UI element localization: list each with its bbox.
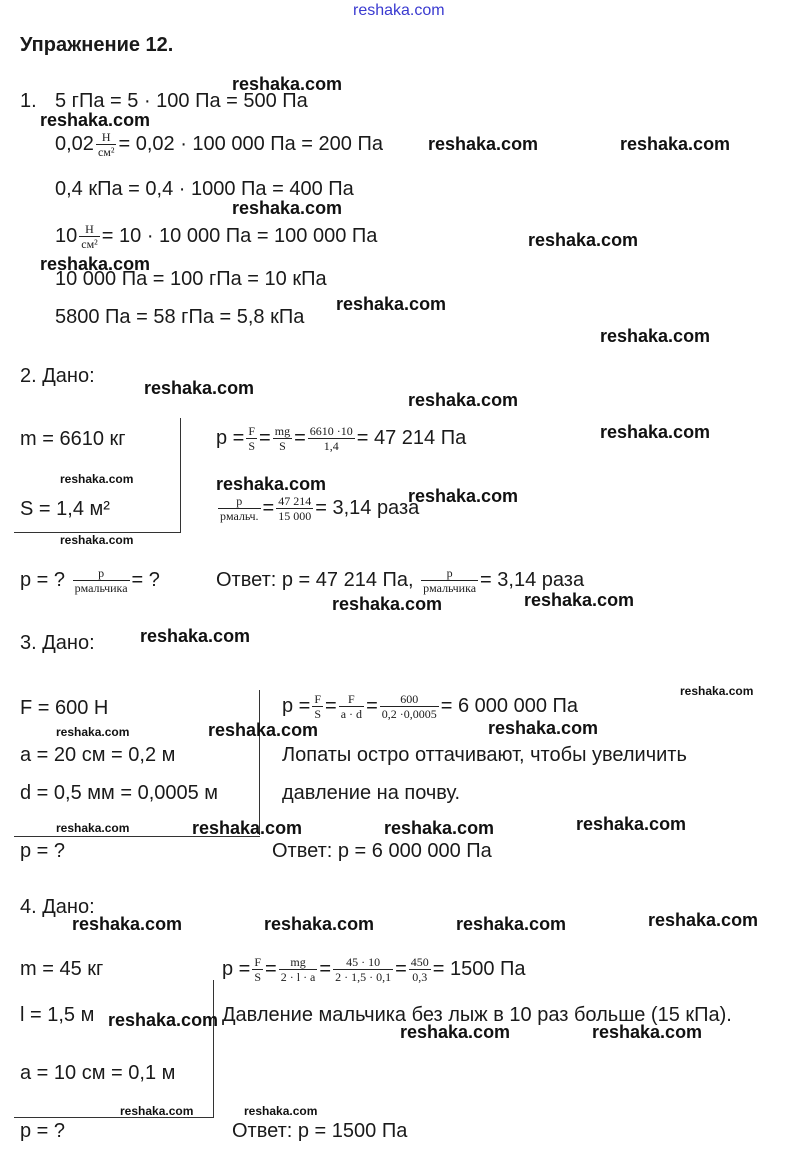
ex1-line5: 10 000 Па = 100 гПа = 10 кПа [55, 268, 327, 290]
ex4-question: p = ? [20, 1120, 66, 1142]
ex2-question: p = ? $\frac{p}{\text{pмальчика}}$ = ? [20, 566, 160, 595]
watermark: reshaka.com [56, 725, 130, 739]
ex1-line6: 5800 Па = 58 гПа = 5,8 кПа [55, 306, 305, 328]
ex4-heading: 4. Дано: [20, 896, 95, 918]
ex3-given-d: d = 0,5 мм = 0,0005 м [20, 782, 219, 804]
watermark: reshaka.com [60, 533, 134, 547]
watermark: reshaka.com [232, 74, 343, 94]
ex3-formula-pressure: p = $\frac{F}{S}$ = $\frac{F}{a \cdot d}$ = $\frac{600}{0,2 \cdot 0,0005}$ = 6 000 000 Па [282, 692, 579, 721]
watermark: reshaka.com [140, 626, 251, 646]
watermark: reshaka.com [620, 134, 731, 154]
watermark: reshaka.com [192, 818, 303, 838]
watermark: reshaka.com [600, 326, 711, 346]
watermark: reshaka.com [108, 1010, 219, 1030]
ex2-heading: 2. Дано: [20, 365, 95, 387]
ex2-formula-pressure: p = $\frac{F}{S}$ = $\frac{mg}{S}$ = $\frac{6610 \cdot 10}{1,4}$ = 47 214 Па [216, 424, 467, 453]
ex3-explanation-line1: Лопаты остро оттачивают, чтобы увеличить [282, 744, 687, 766]
watermark: reshaka.com [384, 818, 495, 838]
watermark: reshaka.com [232, 198, 343, 218]
watermark: reshaka.com [144, 378, 255, 398]
ex3-given-divider [259, 690, 260, 835]
watermark: reshaka.com [592, 1022, 703, 1042]
ex1-line2: 0,02 $\frac{Н}{\text{см²}}$ = 0,02 · 100 000 Па = 200 Па [55, 130, 383, 159]
watermark: reshaka.com [72, 914, 183, 934]
watermark: reshaka.com [264, 914, 375, 934]
watermark: reshaka.com [216, 474, 327, 494]
ex3-heading: 3. Дано: [20, 632, 95, 654]
ex4-given-mass: m = 45 кг [20, 958, 104, 980]
watermark: reshaka.com [244, 1104, 318, 1118]
watermark: reshaka.com [400, 1022, 511, 1042]
watermark: reshaka.com [528, 230, 639, 250]
ex3-given-force: F = 600 Н [20, 697, 109, 719]
ex2-given-mass: m = 6610 кг [20, 428, 126, 450]
watermark: reshaka.com [488, 718, 599, 738]
ex4-answer: Ответ: p = 1500 Па [232, 1120, 408, 1142]
ex3-given-a: a = 20 см = 0,2 м [20, 744, 176, 766]
watermark: reshaka.com [428, 134, 539, 154]
ex3-question: p = ? [20, 840, 66, 862]
watermark: reshaka.com [408, 390, 519, 410]
ex4-given-length: l = 1,5 м [20, 1004, 95, 1026]
watermark: reshaka.com [600, 422, 711, 442]
watermark: reshaka.com [524, 590, 635, 610]
ex3-explanation-line2: давление на почву. [282, 782, 461, 804]
watermark: reshaka.com [60, 472, 134, 486]
watermark-top: reshaka.com [353, 2, 445, 19]
ex2-answer: Ответ: p = 47 214 Па, $\frac{p}{\text{pмальчика}}$ = 3,14 раза [216, 566, 585, 595]
watermark: reshaka.com [648, 910, 759, 930]
ex1-line4: 10 $\frac{Н}{\text{см²}}$ = 10 · 10 000 Па = 100 000 Па [55, 222, 378, 251]
ex4-given-divider [213, 980, 214, 1117]
ex1-number: 1. [20, 90, 37, 112]
watermark: reshaka.com [56, 821, 130, 835]
watermark: reshaka.com [40, 254, 151, 274]
watermark: reshaka.com [456, 914, 567, 934]
watermark: reshaka.com [208, 720, 319, 740]
ex4-formula-pressure: p = $\frac{F}{S}$ = $\frac{mg}{2 \cdot l \cdot a}$ = $\frac{45 \cdot 10}{2 \cdot 1,5 \cdot 0,1}$ = $\frac{450}{0,3}$ = 1500 Па [222, 955, 526, 984]
watermark: reshaka.com [680, 684, 754, 698]
page-title: Упражнение 12. [20, 34, 174, 56]
watermark: reshaka.com [336, 294, 447, 314]
ex1-line3: 0,4 кПа = 0,4 · 1000 Па = 400 Па [55, 178, 354, 200]
ex2-formula-ratio: $\frac{p}{\text{pмальч.}}$ = $\frac{47 214}{15 000}$ = 3,14 раза [220, 494, 420, 523]
ex1-line1: 5 гПа = 5 · 100 Па = 500 Па [55, 90, 308, 112]
watermark: reshaka.com [576, 814, 687, 834]
ex4-given-width: a = 10 см = 0,1 м [20, 1062, 176, 1084]
ex2-given-area: S = 1,4 м² [20, 498, 110, 520]
watermark: reshaka.com [408, 486, 519, 506]
watermark: reshaka.com [332, 594, 443, 614]
ex4-explanation: Давление мальчика без лыж в 10 раз больше (15 кПа). [222, 1004, 732, 1026]
watermark: reshaka.com [120, 1104, 194, 1118]
watermark: reshaka.com [40, 110, 151, 130]
ex2-given-divider [180, 418, 181, 532]
ex3-answer: Ответ: p = 6 000 000 Па [272, 840, 492, 862]
